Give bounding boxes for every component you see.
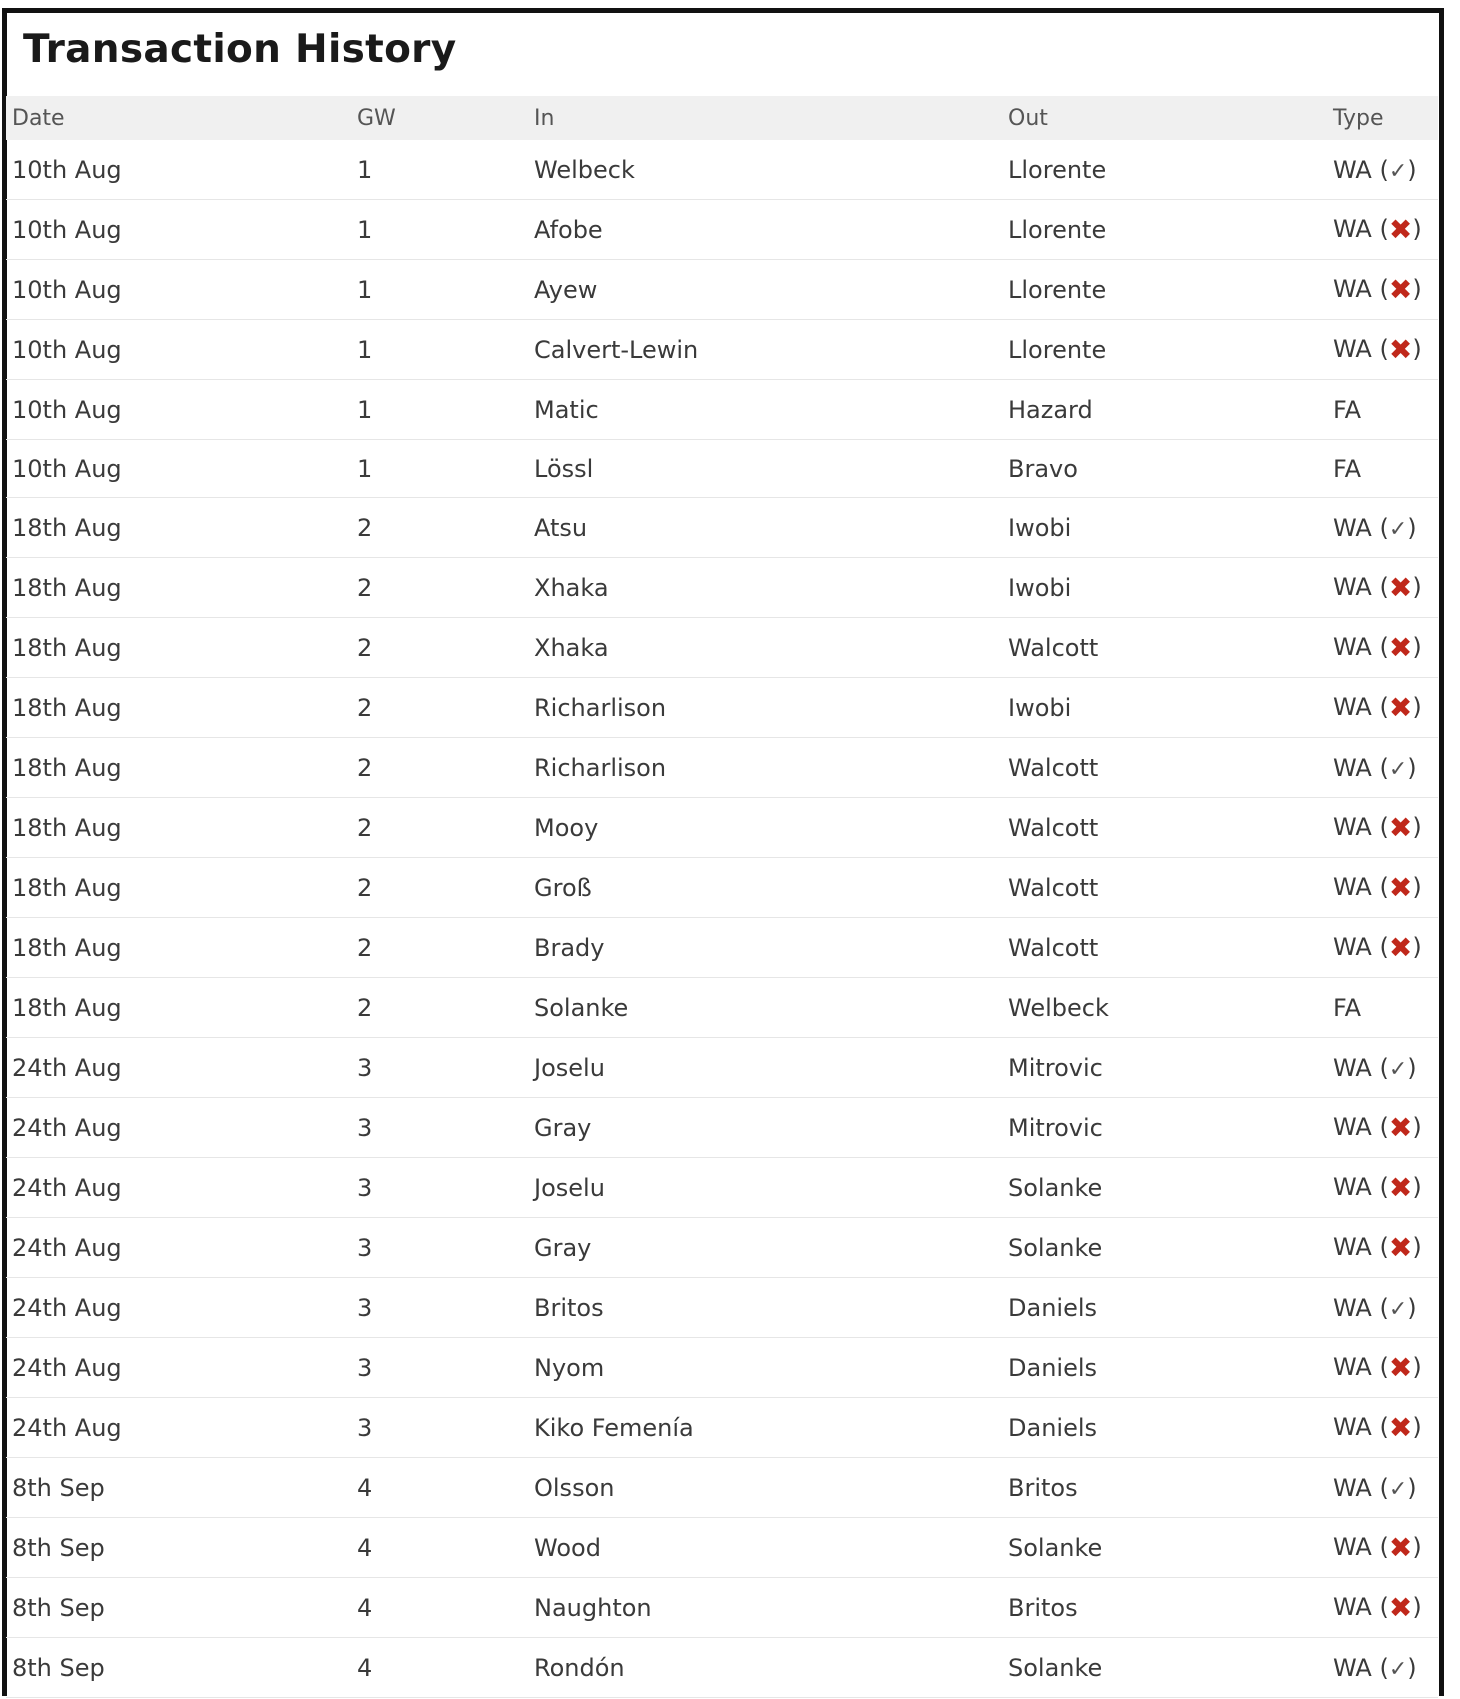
cell-out: Iwobi	[1002, 558, 1327, 618]
status-paren-open: (	[1371, 1053, 1389, 1082]
cell-in: Gray	[528, 1218, 1002, 1278]
status-paren-open: (	[1371, 155, 1389, 184]
cell-in: Lössl	[528, 440, 1002, 498]
cell-type	[1327, 140, 1438, 200]
column-header-gw: GW	[351, 96, 528, 140]
transaction-type: WA	[1333, 513, 1372, 542]
transaction-type: WA	[1333, 215, 1372, 243]
cell-gw: 3	[351, 1158, 528, 1218]
table-row	[6, 618, 1438, 678]
cell-in: Naughton	[528, 1578, 1002, 1638]
status-paren-close: )	[1407, 155, 1417, 184]
cell-gw: 3	[351, 1098, 528, 1158]
transaction-type: WA	[1333, 155, 1372, 184]
cell-type	[1327, 1278, 1438, 1338]
cell-in: Gray	[528, 1098, 1002, 1158]
cell-out: Welbeck	[1002, 978, 1327, 1038]
checkmark-icon: ✓	[1388, 756, 1408, 782]
cell-date: 18th Aug	[6, 858, 351, 918]
cell-in: Welbeck	[528, 140, 1002, 200]
status-paren-open: (	[1371, 933, 1389, 961]
table-row	[6, 738, 1438, 798]
status-paren-open: (	[1371, 1293, 1389, 1322]
status-paren-close: )	[1412, 335, 1422, 363]
table-row	[6, 978, 1438, 1038]
transaction-type: WA	[1333, 1173, 1372, 1201]
cell-date: 18th Aug	[6, 798, 351, 858]
cross-icon: ✖	[1388, 273, 1413, 306]
cell-in: Rondón	[528, 1638, 1002, 1698]
cell-out: Iwobi	[1002, 498, 1327, 558]
transaction-type: WA	[1333, 1353, 1372, 1381]
cell-date: 24th Aug	[6, 1338, 351, 1398]
cell-date: 10th Aug	[6, 140, 351, 200]
cell-type	[1327, 1338, 1438, 1398]
transaction-type: WA	[1333, 1293, 1372, 1322]
cell-type	[1327, 1458, 1438, 1518]
table-row	[6, 200, 1438, 260]
cell-gw: 4	[351, 1578, 528, 1638]
status-paren-close: )	[1412, 933, 1422, 961]
cross-icon: ✖	[1388, 213, 1413, 246]
cell-type	[1327, 260, 1438, 320]
cell-in: Solanke	[528, 978, 1002, 1038]
cell-out: Solanke	[1002, 1158, 1327, 1218]
cell-out: Llorente	[1002, 200, 1327, 260]
table-row	[6, 1398, 1438, 1458]
checkmark-icon: ✓	[1388, 1656, 1408, 1682]
table-row	[6, 1098, 1438, 1158]
cross-icon: ✖	[1388, 1231, 1413, 1264]
cell-out: Iwobi	[1002, 678, 1327, 738]
column-header-type: Type	[1327, 96, 1438, 140]
table-row	[6, 1278, 1438, 1338]
transaction-type: WA	[1333, 873, 1372, 901]
status-paren-open: (	[1371, 813, 1389, 841]
cross-icon: ✖	[1388, 811, 1413, 844]
cell-type	[1327, 498, 1438, 558]
status-paren-open: (	[1371, 1653, 1389, 1682]
status-paren-open: (	[1371, 573, 1389, 601]
transaction-type: FA	[1333, 395, 1362, 424]
table-row	[6, 1038, 1438, 1098]
status-paren-close: )	[1412, 215, 1422, 243]
cell-in: Joselu	[528, 1038, 1002, 1098]
cell-out: Solanke	[1002, 1518, 1327, 1578]
status-paren-open: (	[1371, 753, 1389, 782]
cell-type	[1327, 558, 1438, 618]
cell-out: Llorente	[1002, 320, 1327, 380]
cell-out: Solanke	[1002, 1218, 1327, 1278]
cell-gw: 3	[351, 1218, 528, 1278]
column-header-date: Date	[6, 96, 351, 140]
cell-type	[1327, 918, 1438, 978]
cell-in: Matic	[528, 380, 1002, 440]
checkmark-icon: ✓	[1388, 1056, 1408, 1082]
cell-gw: 4	[351, 1518, 528, 1578]
status-paren-close: )	[1407, 1053, 1417, 1082]
status-paren-open: (	[1371, 633, 1389, 661]
cell-in: Xhaka	[528, 558, 1002, 618]
cell-out: Daniels	[1002, 1278, 1327, 1338]
cell-date: 18th Aug	[6, 618, 351, 678]
cell-out: Hazard	[1002, 380, 1327, 440]
cell-gw: 2	[351, 738, 528, 798]
cell-date: 18th Aug	[6, 558, 351, 618]
status-paren-close: )	[1412, 633, 1422, 661]
table-row	[6, 1578, 1438, 1638]
cell-gw: 1	[351, 320, 528, 380]
cell-gw: 1	[351, 200, 528, 260]
page-title: Transaction History	[23, 27, 457, 72]
transaction-type: WA	[1333, 1113, 1372, 1141]
status-paren-close: )	[1412, 1533, 1422, 1561]
cell-out: Mitrovic	[1002, 1098, 1327, 1158]
cell-gw: 1	[351, 380, 528, 440]
cell-gw: 1	[351, 260, 528, 320]
checkmark-icon: ✓	[1388, 158, 1408, 184]
table-row	[6, 1518, 1438, 1578]
cell-gw: 1	[351, 440, 528, 498]
cell-date: 10th Aug	[6, 320, 351, 380]
table-row	[6, 858, 1438, 918]
transaction-type: WA	[1333, 933, 1372, 961]
status-paren-open: (	[1371, 1413, 1389, 1441]
status-paren-open: (	[1371, 1353, 1389, 1381]
cell-type	[1327, 1638, 1438, 1698]
table-row	[6, 320, 1438, 380]
cell-gw: 3	[351, 1398, 528, 1458]
transaction-type: WA	[1333, 1473, 1372, 1502]
cell-in: Groß	[528, 858, 1002, 918]
table-row	[6, 798, 1438, 858]
cross-icon: ✖	[1388, 871, 1413, 904]
table-row	[6, 558, 1438, 618]
cross-icon: ✖	[1388, 333, 1413, 366]
cross-icon: ✖	[1388, 691, 1413, 724]
table-row	[6, 1338, 1438, 1398]
cell-gw: 2	[351, 558, 528, 618]
column-header-out: Out	[1002, 96, 1327, 140]
status-paren-close: )	[1412, 813, 1422, 841]
cross-icon: ✖	[1388, 571, 1413, 604]
cell-type	[1327, 320, 1438, 380]
cell-type	[1327, 1218, 1438, 1278]
cell-date: 24th Aug	[6, 1278, 351, 1338]
cell-out: Solanke	[1002, 1638, 1327, 1698]
cell-date: 10th Aug	[6, 200, 351, 260]
cell-in: Britos	[528, 1278, 1002, 1338]
status-paren-close: )	[1412, 1593, 1422, 1621]
cell-date: 24th Aug	[6, 1038, 351, 1098]
cell-out: Daniels	[1002, 1398, 1327, 1458]
status-paren-open: (	[1371, 693, 1389, 721]
status-paren-open: (	[1371, 513, 1389, 542]
cell-type	[1327, 678, 1438, 738]
status-paren-open: (	[1371, 1113, 1389, 1141]
cell-in: Joselu	[528, 1158, 1002, 1218]
cell-out: Bravo	[1002, 440, 1327, 498]
status-paren-close: )	[1412, 1413, 1422, 1441]
cell-gw: 3	[351, 1038, 528, 1098]
transaction-type: WA	[1333, 1053, 1372, 1082]
cross-icon: ✖	[1388, 1171, 1413, 1204]
status-paren-close: )	[1412, 573, 1422, 601]
status-paren-close: )	[1407, 513, 1417, 542]
cell-date: 10th Aug	[6, 440, 351, 498]
checkmark-icon: ✓	[1388, 1296, 1408, 1322]
status-paren-open: (	[1371, 215, 1389, 243]
cell-in: Mooy	[528, 798, 1002, 858]
status-paren-close: )	[1412, 1233, 1422, 1261]
status-paren-close: )	[1407, 1653, 1417, 1682]
status-paren-open: (	[1371, 275, 1389, 303]
status-paren-open: (	[1371, 873, 1389, 901]
transaction-type: WA	[1333, 753, 1372, 782]
cell-in: Olsson	[528, 1458, 1002, 1518]
cell-date: 24th Aug	[6, 1098, 351, 1158]
cell-date: 8th Sep	[6, 1518, 351, 1578]
cell-out: Mitrovic	[1002, 1038, 1327, 1098]
status-paren-open: (	[1371, 335, 1389, 363]
table-row	[6, 380, 1438, 440]
cell-type	[1327, 618, 1438, 678]
table-row	[6, 1158, 1438, 1218]
cell-date: 8th Sep	[6, 1638, 351, 1698]
cell-in: Wood	[528, 1518, 1002, 1578]
cross-icon: ✖	[1388, 631, 1413, 664]
transaction-type: WA	[1333, 335, 1372, 363]
transaction-type: WA	[1333, 1653, 1372, 1682]
cell-gw: 2	[351, 978, 528, 1038]
status-paren-close: )	[1407, 1473, 1417, 1502]
transaction-type: FA	[1333, 993, 1362, 1022]
cell-gw: 2	[351, 918, 528, 978]
cell-type	[1327, 738, 1438, 798]
cell-date: 8th Sep	[6, 1578, 351, 1638]
cross-icon: ✖	[1388, 1591, 1413, 1624]
cell-in: Atsu	[528, 498, 1002, 558]
transaction-type: WA	[1333, 1533, 1372, 1561]
cell-type	[1327, 1578, 1438, 1638]
cell-date: 18th Aug	[6, 678, 351, 738]
table-row	[6, 1218, 1438, 1278]
cell-date: 18th Aug	[6, 498, 351, 558]
cell-type	[1327, 798, 1438, 858]
cell-date: 18th Aug	[6, 918, 351, 978]
status-paren-close: )	[1412, 873, 1422, 901]
table-row	[6, 918, 1438, 978]
cell-date: 18th Aug	[6, 978, 351, 1038]
cross-icon: ✖	[1388, 931, 1413, 964]
cell-gw: 2	[351, 678, 528, 738]
transaction-type: WA	[1333, 633, 1372, 661]
transaction-type: WA	[1333, 1593, 1372, 1621]
transaction-type: WA	[1333, 573, 1372, 601]
cell-gw: 1	[351, 140, 528, 200]
table-row	[6, 498, 1438, 558]
cell-date: 24th Aug	[6, 1398, 351, 1458]
table-row	[6, 1458, 1438, 1518]
cell-gw: 2	[351, 798, 528, 858]
cross-icon: ✖	[1388, 1111, 1413, 1144]
transaction-type: WA	[1333, 1413, 1372, 1441]
status-paren-close: )	[1412, 275, 1422, 303]
transaction-type: WA	[1333, 275, 1372, 303]
status-paren-close: )	[1407, 1293, 1417, 1322]
cross-icon: ✖	[1388, 1411, 1413, 1444]
status-paren-close: )	[1412, 1173, 1422, 1201]
cell-type	[1327, 200, 1438, 260]
table-row	[6, 260, 1438, 320]
cell-out: Walcott	[1002, 798, 1327, 858]
cell-type	[1327, 380, 1438, 440]
cell-gw: 2	[351, 858, 528, 918]
cell-date: 18th Aug	[6, 738, 351, 798]
transaction-type: WA	[1333, 693, 1372, 721]
checkmark-icon: ✓	[1388, 516, 1408, 542]
cell-in: Afobe	[528, 200, 1002, 260]
cell-gw: 3	[351, 1278, 528, 1338]
cell-out: Daniels	[1002, 1338, 1327, 1398]
cell-in: Nyom	[528, 1338, 1002, 1398]
cell-out: Llorente	[1002, 140, 1327, 200]
cell-date: 24th Aug	[6, 1158, 351, 1218]
cell-gw: 2	[351, 498, 528, 558]
cell-date: 10th Aug	[6, 260, 351, 320]
transaction-type: FA	[1333, 454, 1362, 483]
cell-in: Richarlison	[528, 678, 1002, 738]
table-row	[6, 140, 1438, 200]
cell-type	[1327, 440, 1438, 498]
cell-type	[1327, 978, 1438, 1038]
transaction-table	[6, 96, 1438, 1698]
status-paren-open: (	[1371, 1593, 1389, 1621]
cell-type	[1327, 1038, 1438, 1098]
status-paren-close: )	[1412, 693, 1422, 721]
cell-gw: 2	[351, 618, 528, 678]
cell-gw: 4	[351, 1458, 528, 1518]
status-paren-open: (	[1371, 1233, 1389, 1261]
cell-out: Walcott	[1002, 858, 1327, 918]
table-body	[6, 140, 1438, 1698]
cell-in: Brady	[528, 918, 1002, 978]
status-paren-open: (	[1371, 1533, 1389, 1561]
status-paren-open: (	[1371, 1173, 1389, 1201]
cell-date: 10th Aug	[6, 380, 351, 440]
checkmark-icon: ✓	[1388, 1476, 1408, 1502]
cell-out: Llorente	[1002, 260, 1327, 320]
transaction-type: WA	[1333, 1233, 1372, 1261]
table-row	[6, 1638, 1438, 1698]
cell-type	[1327, 1518, 1438, 1578]
cell-in: Kiko Femenía	[528, 1398, 1002, 1458]
cell-type	[1327, 1098, 1438, 1158]
cell-out: Walcott	[1002, 738, 1327, 798]
cell-gw: 3	[351, 1338, 528, 1398]
cell-date: 24th Aug	[6, 1218, 351, 1278]
cell-in: Ayew	[528, 260, 1002, 320]
status-paren-close: )	[1412, 1353, 1422, 1381]
cell-out: Britos	[1002, 1578, 1327, 1638]
status-paren-close: )	[1412, 1113, 1422, 1141]
header-row	[6, 96, 1438, 140]
transaction-type: WA	[1333, 813, 1372, 841]
cell-date: 8th Sep	[6, 1458, 351, 1518]
cell-in: Calvert-Lewin	[528, 320, 1002, 380]
cross-icon: ✖	[1388, 1531, 1413, 1564]
cross-icon: ✖	[1388, 1351, 1413, 1384]
table-header	[6, 96, 1438, 140]
cell-in: Richarlison	[528, 738, 1002, 798]
cell-out: Britos	[1002, 1458, 1327, 1518]
cell-type	[1327, 1398, 1438, 1458]
column-header-in: In	[528, 96, 1002, 140]
cell-type	[1327, 858, 1438, 918]
table-row	[6, 678, 1438, 738]
table-row	[6, 440, 1438, 498]
cell-out: Walcott	[1002, 618, 1327, 678]
cell-gw: 4	[351, 1638, 528, 1698]
cell-type	[1327, 1158, 1438, 1218]
cell-in: Xhaka	[528, 618, 1002, 678]
status-paren-close: )	[1407, 753, 1417, 782]
cell-out: Walcott	[1002, 918, 1327, 978]
status-paren-open: (	[1371, 1473, 1389, 1502]
